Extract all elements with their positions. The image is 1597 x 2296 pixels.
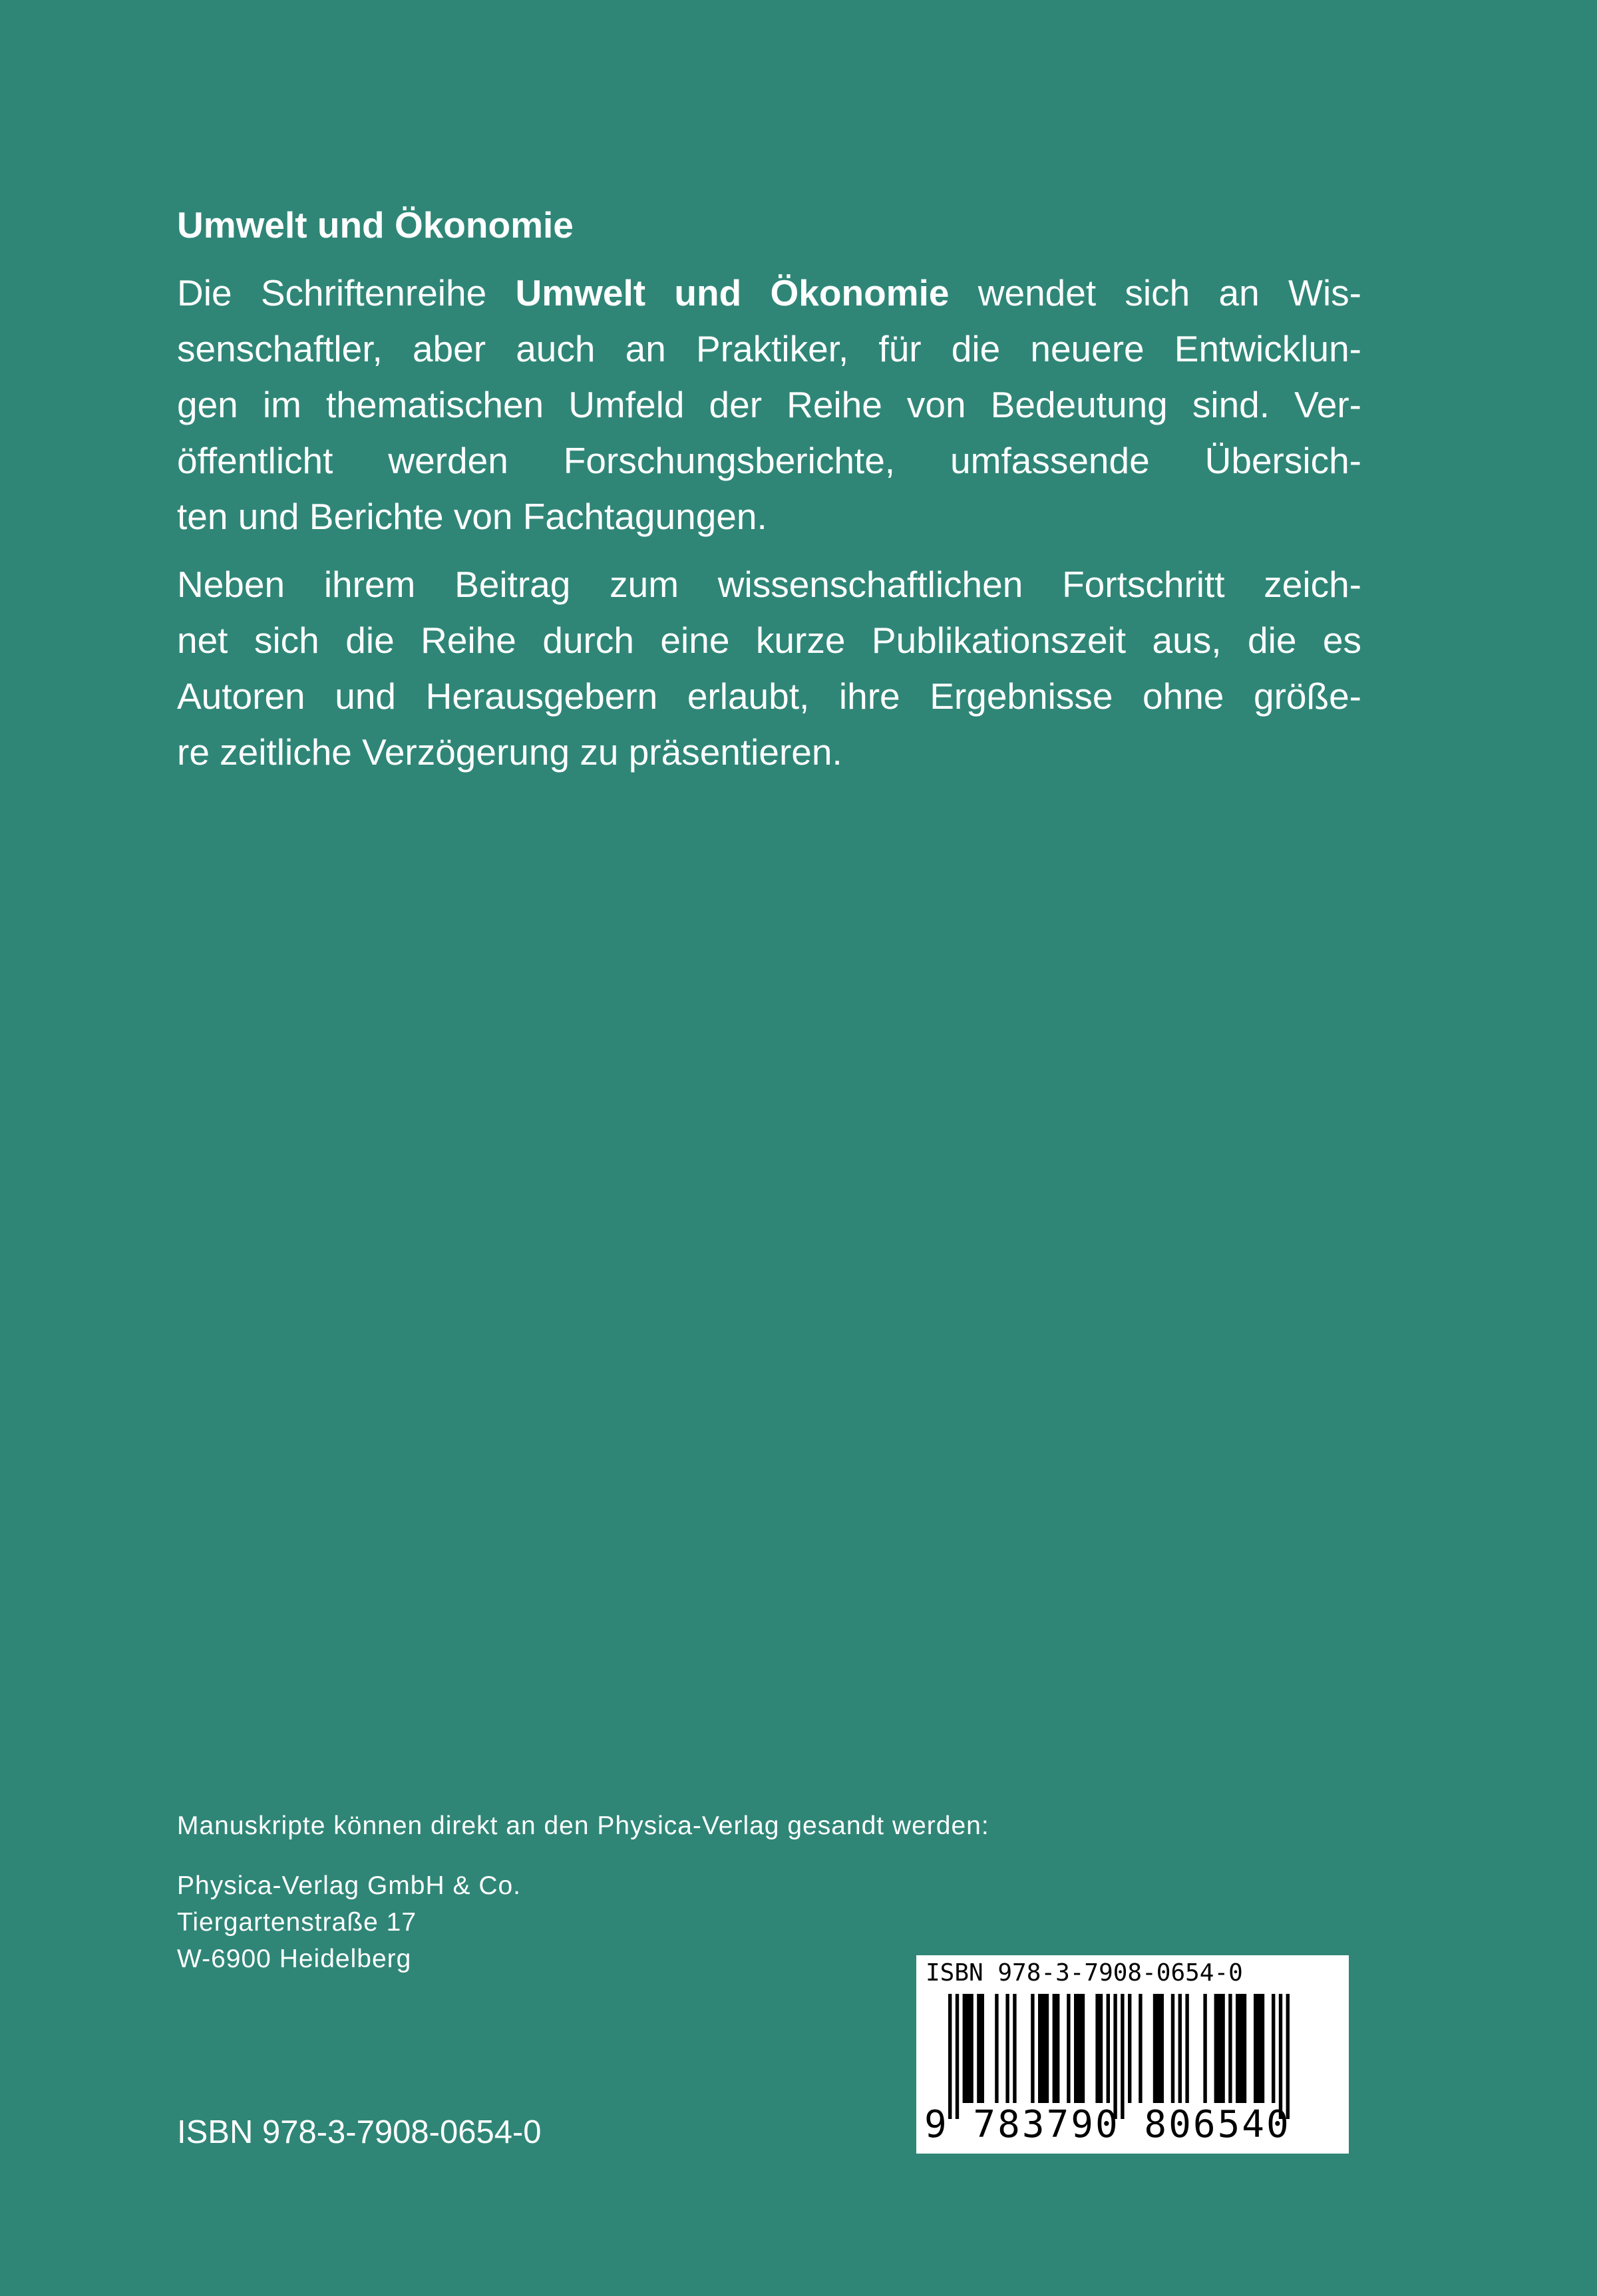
manuscript-note: Manuskripte können direkt an den Physica-Verlag gesandt werden: [177,1812,989,1840]
barcode-bar [1171,1994,1174,2103]
barcode-bar [1074,1994,1085,2103]
barcode-bar [963,1994,974,2103]
barcode-bar [1279,1994,1282,2119]
isbn-barcode [916,1955,1349,2154]
manuscript-contact [177,1808,989,1977]
barcode-bar [1107,1994,1110,2103]
barcode-bar [1121,1994,1124,2119]
series-title: Umwelt und Ökonomie [177,204,574,246]
barcode-bar [1214,1994,1225,2103]
barcode-bar [1005,1994,1009,2103]
barcode-bar [1203,1994,1206,2103]
barcode-bar [977,1994,984,2103]
barcode-digits: 9 783790 806540 [924,2103,1291,2146]
barcode-bar [1128,1994,1131,2103]
barcode-isbn-label: ISBN 978-3-7908-0654-0 [926,1959,1243,1987]
barcode-bar [1185,1994,1188,2103]
barcode-bar [1178,1994,1182,2103]
barcode-bar [995,1994,998,2103]
description-paragraph-1 [177,265,1361,544]
barcode-bar [956,1994,959,2119]
barcode-bar [1013,1994,1016,2103]
barcode-bar [948,1994,952,2119]
address-line-2: Tiergartenstraße 17 [177,1908,417,1937]
series-name-bold: Umwelt und Ökonomie [515,272,950,313]
paragraph-1-line-5: ten und Berichte von Fachtagungen. [177,496,767,537]
paragraph-1-line-1: Die Schriftenreihe Umwelt und Ökonomie wendet sich an Wis- [177,272,1361,313]
isbn-text: ISBN 978-3-7908-0654-0 [177,2114,542,2150]
publisher-address [177,1867,989,1977]
barcode-bar [1228,1994,1232,2103]
paragraph-1-line-4: öffentlicht werden Forschungsberichte, umfassende Übersich- [177,440,1361,481]
barcode-bar [1067,1994,1070,2103]
series-description [177,265,1361,780]
barcode-bar [1272,1994,1275,2103]
address-line-1: Physica-Verlag GmbH & Co. [177,1871,522,1900]
barcode-bar [1095,1994,1103,2103]
paragraph-2-line-2: net sich die Reihe durch eine kurze Publikationszeit aus, die es [177,620,1361,661]
barcode-bar [1153,1994,1164,2103]
paragraph-2-line-4: re zeitliche Verzögerung zu präsentieren. [177,731,842,773]
address-line-3: W-6900 Heidelberg [177,1945,412,1973]
barcode-bar [1236,1994,1246,2103]
barcode-bar [1286,1994,1290,2119]
barcode-bar [1254,1994,1264,2103]
paragraph-2-line-1: Neben ihrem Beitrag zum wissenschaftlichen Fortschritt zeich- [177,564,1361,605]
paragraph-1-line-2: senschaftler, aber auch an Praktiker, für die neuere Entwicklun- [177,328,1361,369]
description-paragraph-2 [177,556,1361,780]
barcode-bar [1113,1994,1117,2119]
barcode-bar [1031,1994,1034,2103]
paragraph-1-line-3: gen im thematischen Umfeld der Reihe von Bedeutung sind. Ver- [177,384,1361,425]
barcode-bar [1139,1994,1142,2103]
barcode-bar [1038,1994,1049,2103]
barcode-bar [1053,1994,1060,2103]
paragraph-2-line-3: Autoren und Herausgebern erlaubt, ihre Ergebnisse ohne größe- [177,675,1361,717]
